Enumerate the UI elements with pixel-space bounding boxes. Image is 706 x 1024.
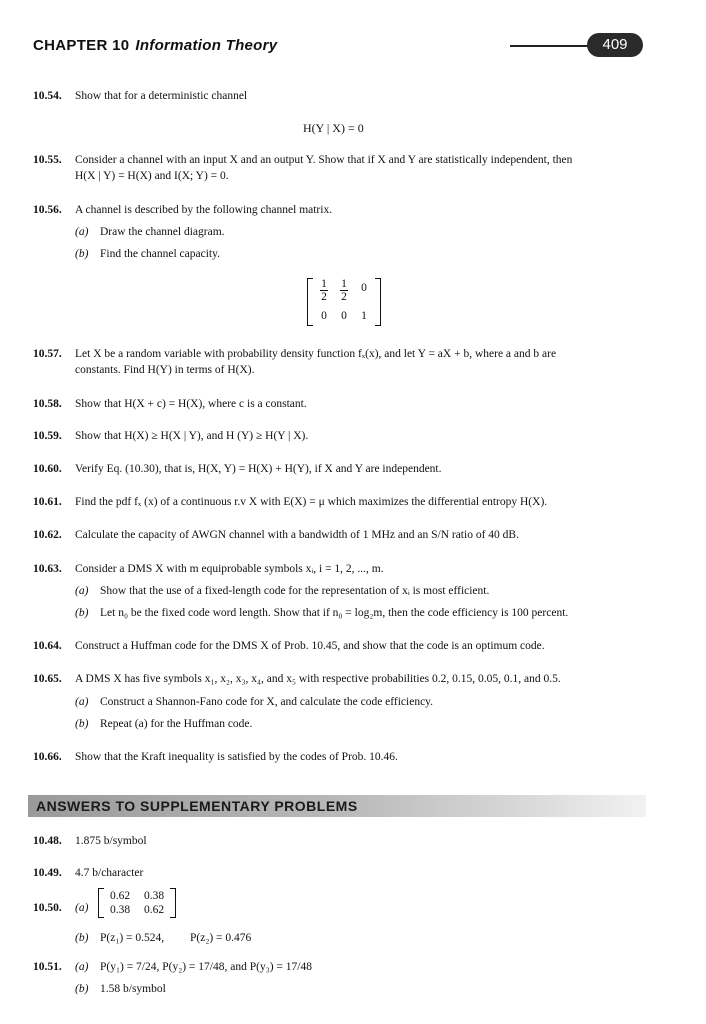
matrix-cell: 1 bbox=[361, 309, 367, 322]
problem-number: 10.59. bbox=[33, 430, 62, 442]
problem-number: 10.64. bbox=[33, 640, 62, 652]
part-label: (b) bbox=[75, 932, 89, 944]
part-label: (b) bbox=[75, 607, 89, 619]
problem-number: 10.61. bbox=[33, 496, 62, 508]
part-text: Let n₀ be the fixed code word length. Show that if n₀ = log₂m, then the code efficiency is 100 percent. bbox=[100, 607, 569, 619]
part-text: Find the channel capacity. bbox=[100, 248, 220, 260]
problem-text: Calculate the capacity of AWGN channel with a bandwidth of 1 MHz and an S/N ratio of 40 dB. bbox=[75, 529, 519, 541]
matrix-cell: 0.62 bbox=[143, 904, 165, 916]
matrix-cell: 0 bbox=[341, 309, 347, 322]
problem-text: Verify Eq. (10.30), that is, H(X, Y) = H(X) + H(Y), if X and Y are independent. bbox=[75, 463, 442, 475]
matrix-cell: $\frac{1}{2}$ bbox=[321, 278, 327, 303]
matrix-cell: 0 bbox=[321, 309, 327, 322]
matrix-cell: 0.62 bbox=[109, 890, 131, 902]
part-label: (b) bbox=[75, 983, 89, 995]
problem-number: 10.55. bbox=[33, 154, 62, 166]
chapter-number: CHAPTER 10 bbox=[33, 37, 130, 54]
problem-number: 10.56. bbox=[33, 204, 62, 216]
problem-text: Construct a Huffman code for the DMS X of Prob. 10.45, and show that the code is an optimum code. bbox=[75, 640, 545, 652]
part-label: (a) bbox=[75, 961, 89, 973]
answers-banner bbox=[28, 795, 646, 817]
problem-number: 10.60. bbox=[33, 463, 62, 475]
part-text: Construct a Shannon-Fano code for X, and calculate the code efficiency. bbox=[100, 696, 434, 708]
answer-number: 10.49. bbox=[33, 867, 62, 879]
part-text: Repeat (a) for the Huffman code. bbox=[100, 718, 253, 730]
problem-text: A DMS X has five symbols x₁, x₂, x₃, x₄, and x₅ with respective probabilities 0.2, 0.15, 0.05, 0.1, and 0.5. bbox=[75, 673, 561, 685]
answers-heading: ANSWERS TO SUPPLEMENTARY PROBLEMS bbox=[36, 798, 358, 814]
part-text: Draw the channel diagram. bbox=[100, 226, 225, 238]
part-label: (a) bbox=[75, 696, 89, 708]
problem-text: Show that H(X + c) = H(X), where c is a constant. bbox=[75, 398, 307, 410]
answer-text: P(z₂) = 0.476 bbox=[190, 932, 252, 944]
equation: H(Y | X) = 0 bbox=[303, 121, 364, 135]
problem-text-continued: constants. Find H(Y) in terms of H(X). bbox=[75, 364, 255, 376]
problem-text-continued: H(X | Y) = H(X) and I(X; Y) = 0. bbox=[75, 170, 229, 182]
page-number-badge: 409 bbox=[587, 33, 643, 57]
problem-text: Show that for a deterministic channel bbox=[75, 90, 248, 102]
problem-text: Consider a channel with an input X and an output Y. Show that if X and Y are statistically independent, then bbox=[75, 154, 573, 166]
answer-matrix bbox=[98, 888, 176, 918]
matrix-cell: 0.38 bbox=[109, 904, 131, 916]
matrix-cell: $\frac{1}{2}$ bbox=[341, 278, 347, 303]
problem-number: 10.62. bbox=[33, 529, 62, 541]
part-label: (a) bbox=[75, 585, 89, 597]
problem-number: 10.54. bbox=[33, 90, 62, 102]
problem-text: Consider a DMS X with m equiprobable symbols xᵢ, i = 1, 2, ..., m. bbox=[75, 563, 384, 575]
problem-text: Let X be a random variable with probability density function fₓ(x), and let Y = aX + b, where a and b are bbox=[75, 348, 557, 360]
answer-text: 1.875 b/symbol bbox=[75, 835, 147, 847]
problem-number: 10.66. bbox=[33, 751, 62, 763]
problem-text: Show that the Kraft inequality is satisfied by the codes of Prob. 10.46. bbox=[75, 751, 398, 763]
problem-number: 10.58. bbox=[33, 398, 62, 410]
channel-matrix bbox=[307, 278, 381, 326]
answer-text: 1.58 b/symbol bbox=[100, 983, 166, 995]
part-label: (a) bbox=[75, 226, 89, 238]
part-label: (a) bbox=[75, 902, 89, 914]
chapter-heading bbox=[33, 37, 277, 54]
matrix-cell: 0.38 bbox=[143, 890, 165, 902]
answer-text: P(y₁) = 7/24, P(y₂) = 17/48, and P(y₃) = 17/48 bbox=[100, 961, 312, 973]
answer-number: 10.50. bbox=[33, 902, 62, 914]
part-label: (b) bbox=[75, 248, 89, 260]
problem-text: A channel is described by the following channel matrix. bbox=[75, 204, 333, 216]
problem-text: Show that H(X) ≥ H(X | Y), and H (Y) ≥ H(Y | X). bbox=[75, 430, 309, 442]
problem-number: 10.65. bbox=[33, 673, 62, 685]
problem-number: 10.57. bbox=[33, 348, 62, 360]
answer-text: 4.7 b/character bbox=[75, 867, 144, 879]
problem-number: 10.63. bbox=[33, 563, 62, 575]
answer-number: 10.48. bbox=[33, 835, 62, 847]
chapter-title: Information Theory bbox=[135, 37, 278, 54]
matrix-cell: 0 bbox=[361, 282, 367, 294]
answer-text: P(z₁) = 0.524, bbox=[100, 932, 165, 944]
part-text: Show that the use of a fixed-length code for the representation of xᵢ is most efficient. bbox=[100, 585, 490, 597]
answer-number: 10.51. bbox=[33, 961, 62, 973]
part-label: (b) bbox=[75, 718, 89, 730]
problem-text: Find the pdf fₓ (x) of a continuous r.v X with E(X) = μ which maximizes the differential entropy H(X). bbox=[75, 496, 548, 508]
